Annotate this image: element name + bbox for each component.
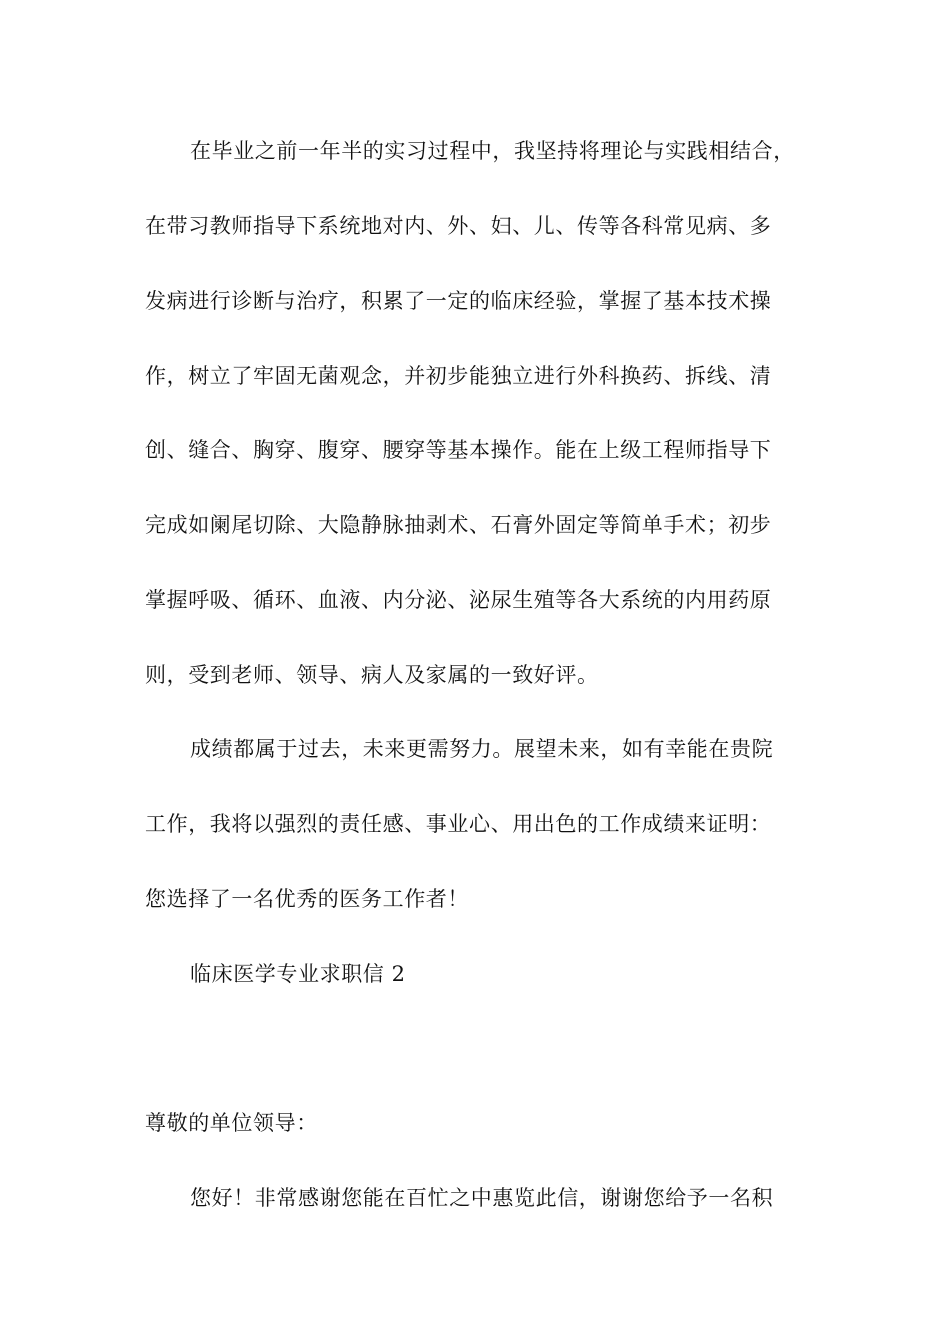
paragraph-2-line-1: 成绩都属于过去，未来更需努力。展望未来，如有幸能在贵院: [190, 737, 774, 761]
paragraph-1-line-5: 创、缝合、胸穿、腹穿、腰穿等基本操作。能在上级工程师指导下: [145, 438, 772, 462]
paragraph-1-line-1: 在毕业之前一年半的实习过程中，我坚持将理论与实践相结合，: [190, 139, 795, 163]
paragraph-3-line-1: 您好！非常感谢您能在百忙之中惠览此信，谢谢您给予一名积: [190, 1186, 774, 1210]
paragraph-1-line-8: 则，受到老师、领导、病人及家属的一致好评。: [145, 663, 599, 687]
salutation: 尊敬的单位领导：: [145, 1111, 318, 1135]
paragraph-1-line-7: 掌握呼吸、循环、血液、内分泌、泌尿生殖等各大系统的内用药原: [145, 588, 772, 612]
paragraph-1-line-3: 发病进行诊断与治疗，积累了一定的临床经验，掌握了基本技术操: [145, 289, 772, 313]
section-title: 临床医学专业求职信 2: [190, 962, 406, 986]
paragraph-1-line-4: 作，树立了牢固无菌观念，并初步能独立进行外科换药、拆线、清: [145, 364, 772, 388]
paragraph-1-line-2: 在带习教师指导下系统地对内、外、妇、儿、传等各科常见病、多: [145, 214, 772, 238]
paragraph-1-line-6: 完成如阑尾切除、大隐静脉抽剥术、石膏外固定等简单手术；初步: [145, 513, 772, 537]
paragraph-2-line-3: 您选择了一名优秀的医务工作者！: [145, 887, 469, 911]
paragraph-2-line-2: 工作，我将以强烈的责任感、事业心、用出色的工作成绩来证明：: [145, 812, 772, 836]
